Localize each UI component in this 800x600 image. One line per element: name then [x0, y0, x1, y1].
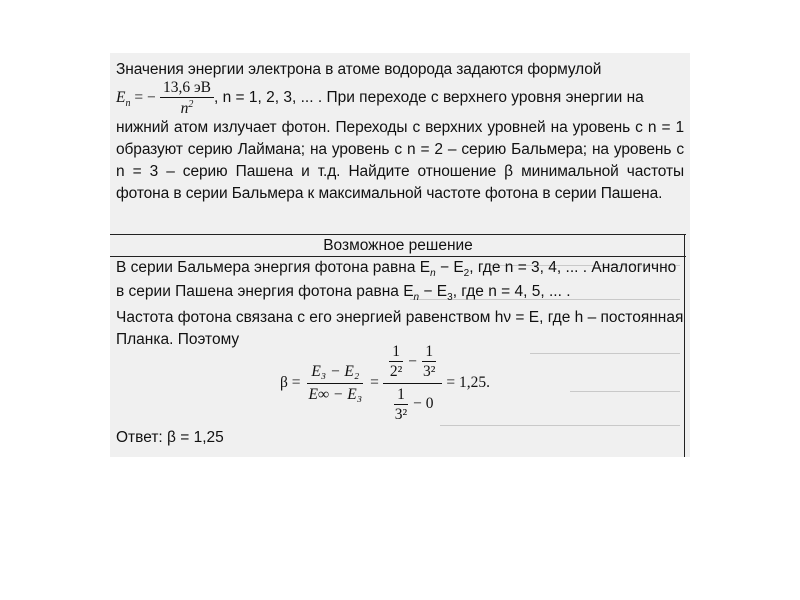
problem-line-1: Значения энергии электрона в атоме водорода задаются формулой: [116, 61, 602, 78]
formula-eq: = −: [130, 89, 156, 107]
solution-line-4: Планка. Поэтому: [116, 331, 240, 348]
beta-eq: =: [370, 374, 379, 391]
answer-line: Ответ: β = 1,25: [116, 429, 224, 446]
solution-header: Возможное решение: [110, 235, 686, 257]
solution-line-1: В серии Бальмера энергия фотона равна $E_n - E_2$, где n = 3, 4, ... . Аналогично: [116, 259, 677, 280]
beta-fraction-1: [305, 363, 367, 404]
beta-frac2-den: $\frac{1}{\text{3²}}$ − 0: [394, 385, 434, 423]
solution-line-2: в серии Пашена энергия фотона равна $E_n - E_3$, где n = 4, 5, ... .: [116, 283, 571, 304]
problem-line-3: нижний атом излучает фотон. Переходы с верхних уровней на уровень с n = 1: [116, 119, 684, 136]
formula-lhs: $E_n$: [116, 89, 131, 110]
problem-line-4: образуют серию Лаймана; на уровень с n = 2 – серию Бальмера; на уровень с: [116, 141, 684, 158]
beta-frac1-den: E∞ − E₃: [308, 385, 363, 403]
beta-result: = 1,25.: [446, 374, 491, 391]
solution-line-3: Частота фотона связана с его энергией равенством hν = E, где h – постоянная: [116, 309, 684, 326]
formula-numerator: 13,6 эВ: [160, 79, 214, 98]
beta-frac1-num: E₃ − E₂: [307, 363, 363, 384]
beta-fraction-2: [383, 343, 443, 422]
scanned-page: [110, 53, 690, 457]
beta-frac2-num: $\frac{1}{\text{2²}}$ − $\frac{1}{\text{3²}}$: [383, 343, 443, 383]
solution-box: [110, 234, 686, 457]
beta-lhs: β =: [280, 374, 301, 391]
problem-line-6: фотона в серии Бальмера к максимальной частоте фотона в серии Пашена.: [116, 185, 663, 202]
problem-line-5: n = 3 – серию Пашена и т.д. Найдите отношение β минимальной частоты: [116, 163, 684, 180]
formula-after-text: , n = 1, 2, 3, ... . При переходе с верхнего уровня энергии на: [214, 89, 644, 107]
beta-formula: [280, 343, 490, 423]
formula-denominator: $n^2$: [180, 99, 194, 118]
solution-box-border: [684, 235, 685, 457]
formula-fraction: [160, 79, 214, 117]
